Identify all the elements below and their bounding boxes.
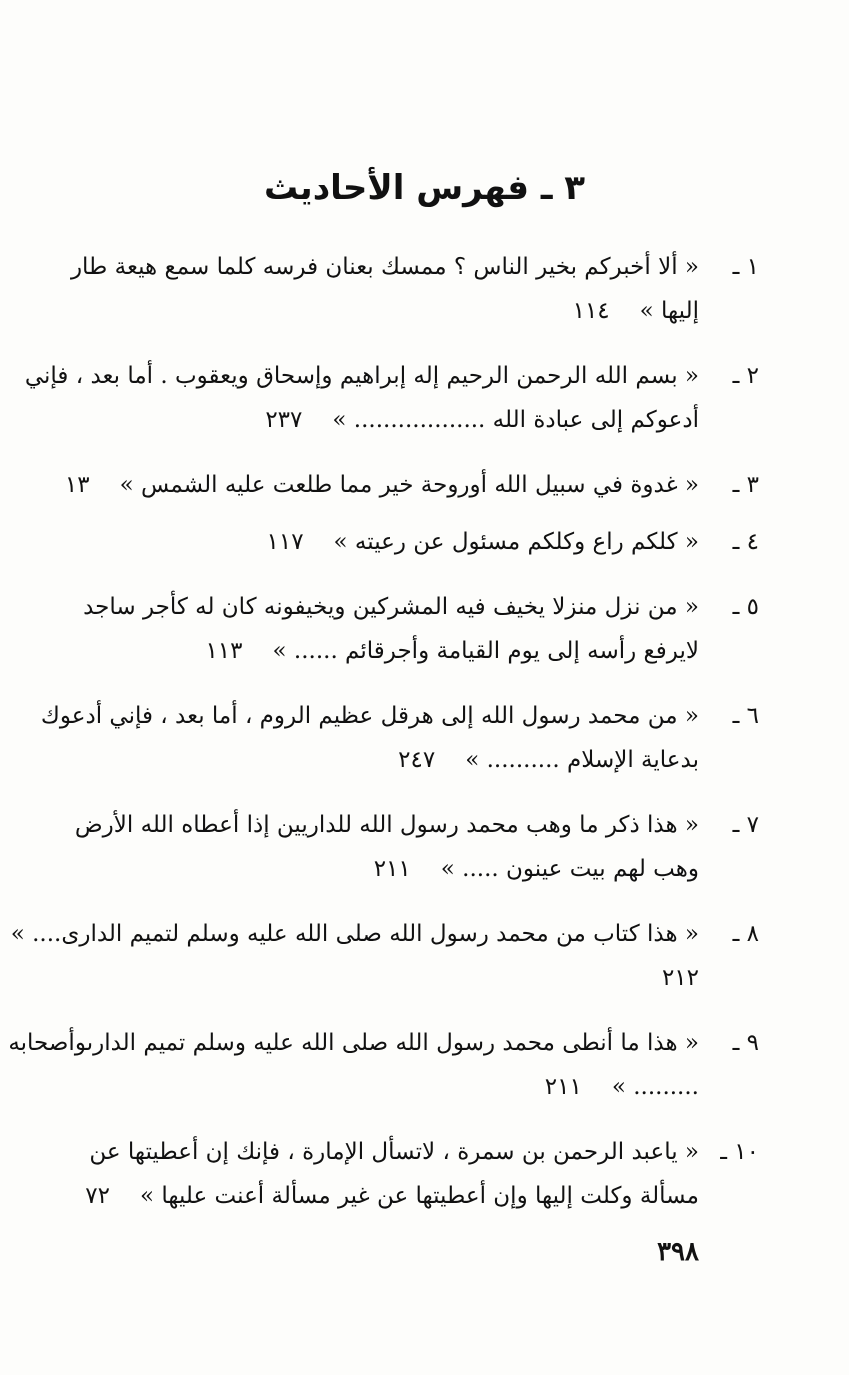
entry-text-continued: لايرفع رأسه إلى يوم القيامة وأجرقائم ...... » bbox=[272, 638, 699, 664]
entry-page-ref: ٢١١ bbox=[544, 1074, 582, 1100]
entry-number: ٤ ـ bbox=[732, 529, 759, 555]
entry-text: « من نزل منزلا يخيف فيه المشركين ويخيفونه كان له كأجر ساجد bbox=[83, 594, 699, 620]
page-title: ٣ ـ فهرس الأحاديث bbox=[263, 168, 586, 208]
entry-text bbox=[91, 738, 699, 782]
entry-page-ref: ٧٢ bbox=[85, 1183, 110, 1209]
entry-text bbox=[91, 1065, 699, 1109]
entry-text bbox=[85, 1174, 699, 1218]
entry-text: « من محمد رسول الله إلى هرقل عظيم الروم ، أما بعد ، فإني أدعوك bbox=[40, 703, 699, 729]
entry-page-ref: ٢٣٧ bbox=[265, 407, 303, 433]
list-item bbox=[91, 520, 759, 564]
entry-number: ٧ ـ bbox=[732, 812, 759, 838]
list-item bbox=[83, 585, 759, 673]
entry-text-continued: إليها » bbox=[639, 298, 699, 324]
entry-page-ref: ١١٧ bbox=[266, 529, 304, 555]
entry-text: « هذا ما أنطى محمد رسول الله صلى الله عليه وسلم تميم الدارىوأصحابه bbox=[8, 1030, 699, 1056]
entry-text bbox=[91, 956, 699, 1000]
entry-text: « ياعبد الرحمن بن سمرة ، لاتسأل الإمارة ، فإنك إن أعطيتها عن bbox=[89, 1139, 699, 1165]
entry-text-continued: « كلكم راع وكلكم مسئول عن رعيته » bbox=[333, 529, 699, 555]
entry-text bbox=[91, 520, 699, 564]
entry-number: ٣ ـ bbox=[732, 472, 759, 498]
entry-text: « ألا أخبركم بخير الناس ؟ ممسك بعنان فرسه كلما سمع هيعة طار bbox=[70, 254, 699, 280]
entry-text bbox=[91, 629, 699, 673]
entry-text-continued: وهب لهم بيت عينون ..... » bbox=[440, 856, 699, 882]
entry-number: ١٠ ـ bbox=[720, 1139, 759, 1165]
entry-text bbox=[91, 289, 699, 333]
list-item bbox=[64, 463, 759, 507]
entry-page-ref: ١٣ bbox=[64, 472, 90, 498]
entry-number: ٩ ـ bbox=[732, 1030, 759, 1056]
entry-number: ٨ ـ bbox=[732, 921, 759, 947]
list-item bbox=[24, 354, 759, 442]
entry-text-continued: أدعوكم إلى عبادة الله .................. » bbox=[332, 407, 699, 433]
entry-text: « هذا كتاب من محمد رسول الله صلى الله عليه وسلم لتميم الدارى.... » bbox=[10, 921, 699, 947]
list-item bbox=[40, 694, 759, 782]
entry-page-ref: ٢١٢ bbox=[661, 965, 699, 991]
list-item bbox=[74, 803, 759, 891]
list-item bbox=[70, 245, 759, 333]
entry-page-ref: ١١٣ bbox=[205, 638, 243, 664]
page-number: ٣٩٨ bbox=[657, 1237, 699, 1267]
entry-text bbox=[64, 463, 699, 507]
entry-number: ١ ـ bbox=[732, 254, 759, 280]
entry-number: ٢ ـ bbox=[732, 363, 759, 389]
entry-text-continued: مسألة وكلت إليها وإن أعطيتها عن غير مسألة أعنت عليها » bbox=[139, 1183, 699, 1209]
hadith-index-list bbox=[8, 245, 759, 1239]
entry-page-ref: ٢١١ bbox=[373, 856, 411, 882]
entry-text bbox=[91, 398, 699, 442]
entry-text-continued: بدعاية الإسلام .......... » bbox=[465, 747, 699, 773]
entry-text-continued: « غدوة في سبيل الله أوروحة خير مما طلعت عليه الشمس » bbox=[119, 472, 699, 498]
entry-page-ref: ١١٤ bbox=[572, 298, 610, 324]
entry-text bbox=[91, 847, 699, 891]
list-item bbox=[8, 1021, 759, 1109]
entry-number: ٥ ـ bbox=[732, 594, 759, 620]
entry-text: « بسم الله الرحمن الرحيم إله إبراهيم وإسحاق ويعقوب . أما بعد ، فإني bbox=[24, 363, 699, 389]
list-item bbox=[85, 1130, 759, 1218]
list-item bbox=[10, 912, 759, 1000]
entry-number: ٦ ـ bbox=[732, 703, 759, 729]
entry-text: « هذا ذكر ما وهب محمد رسول الله للداريين إذا أعطاه الله الأرض bbox=[74, 812, 699, 838]
entry-text-continued: ......... » bbox=[611, 1074, 699, 1100]
entry-page-ref: ٢٤٧ bbox=[398, 747, 436, 773]
